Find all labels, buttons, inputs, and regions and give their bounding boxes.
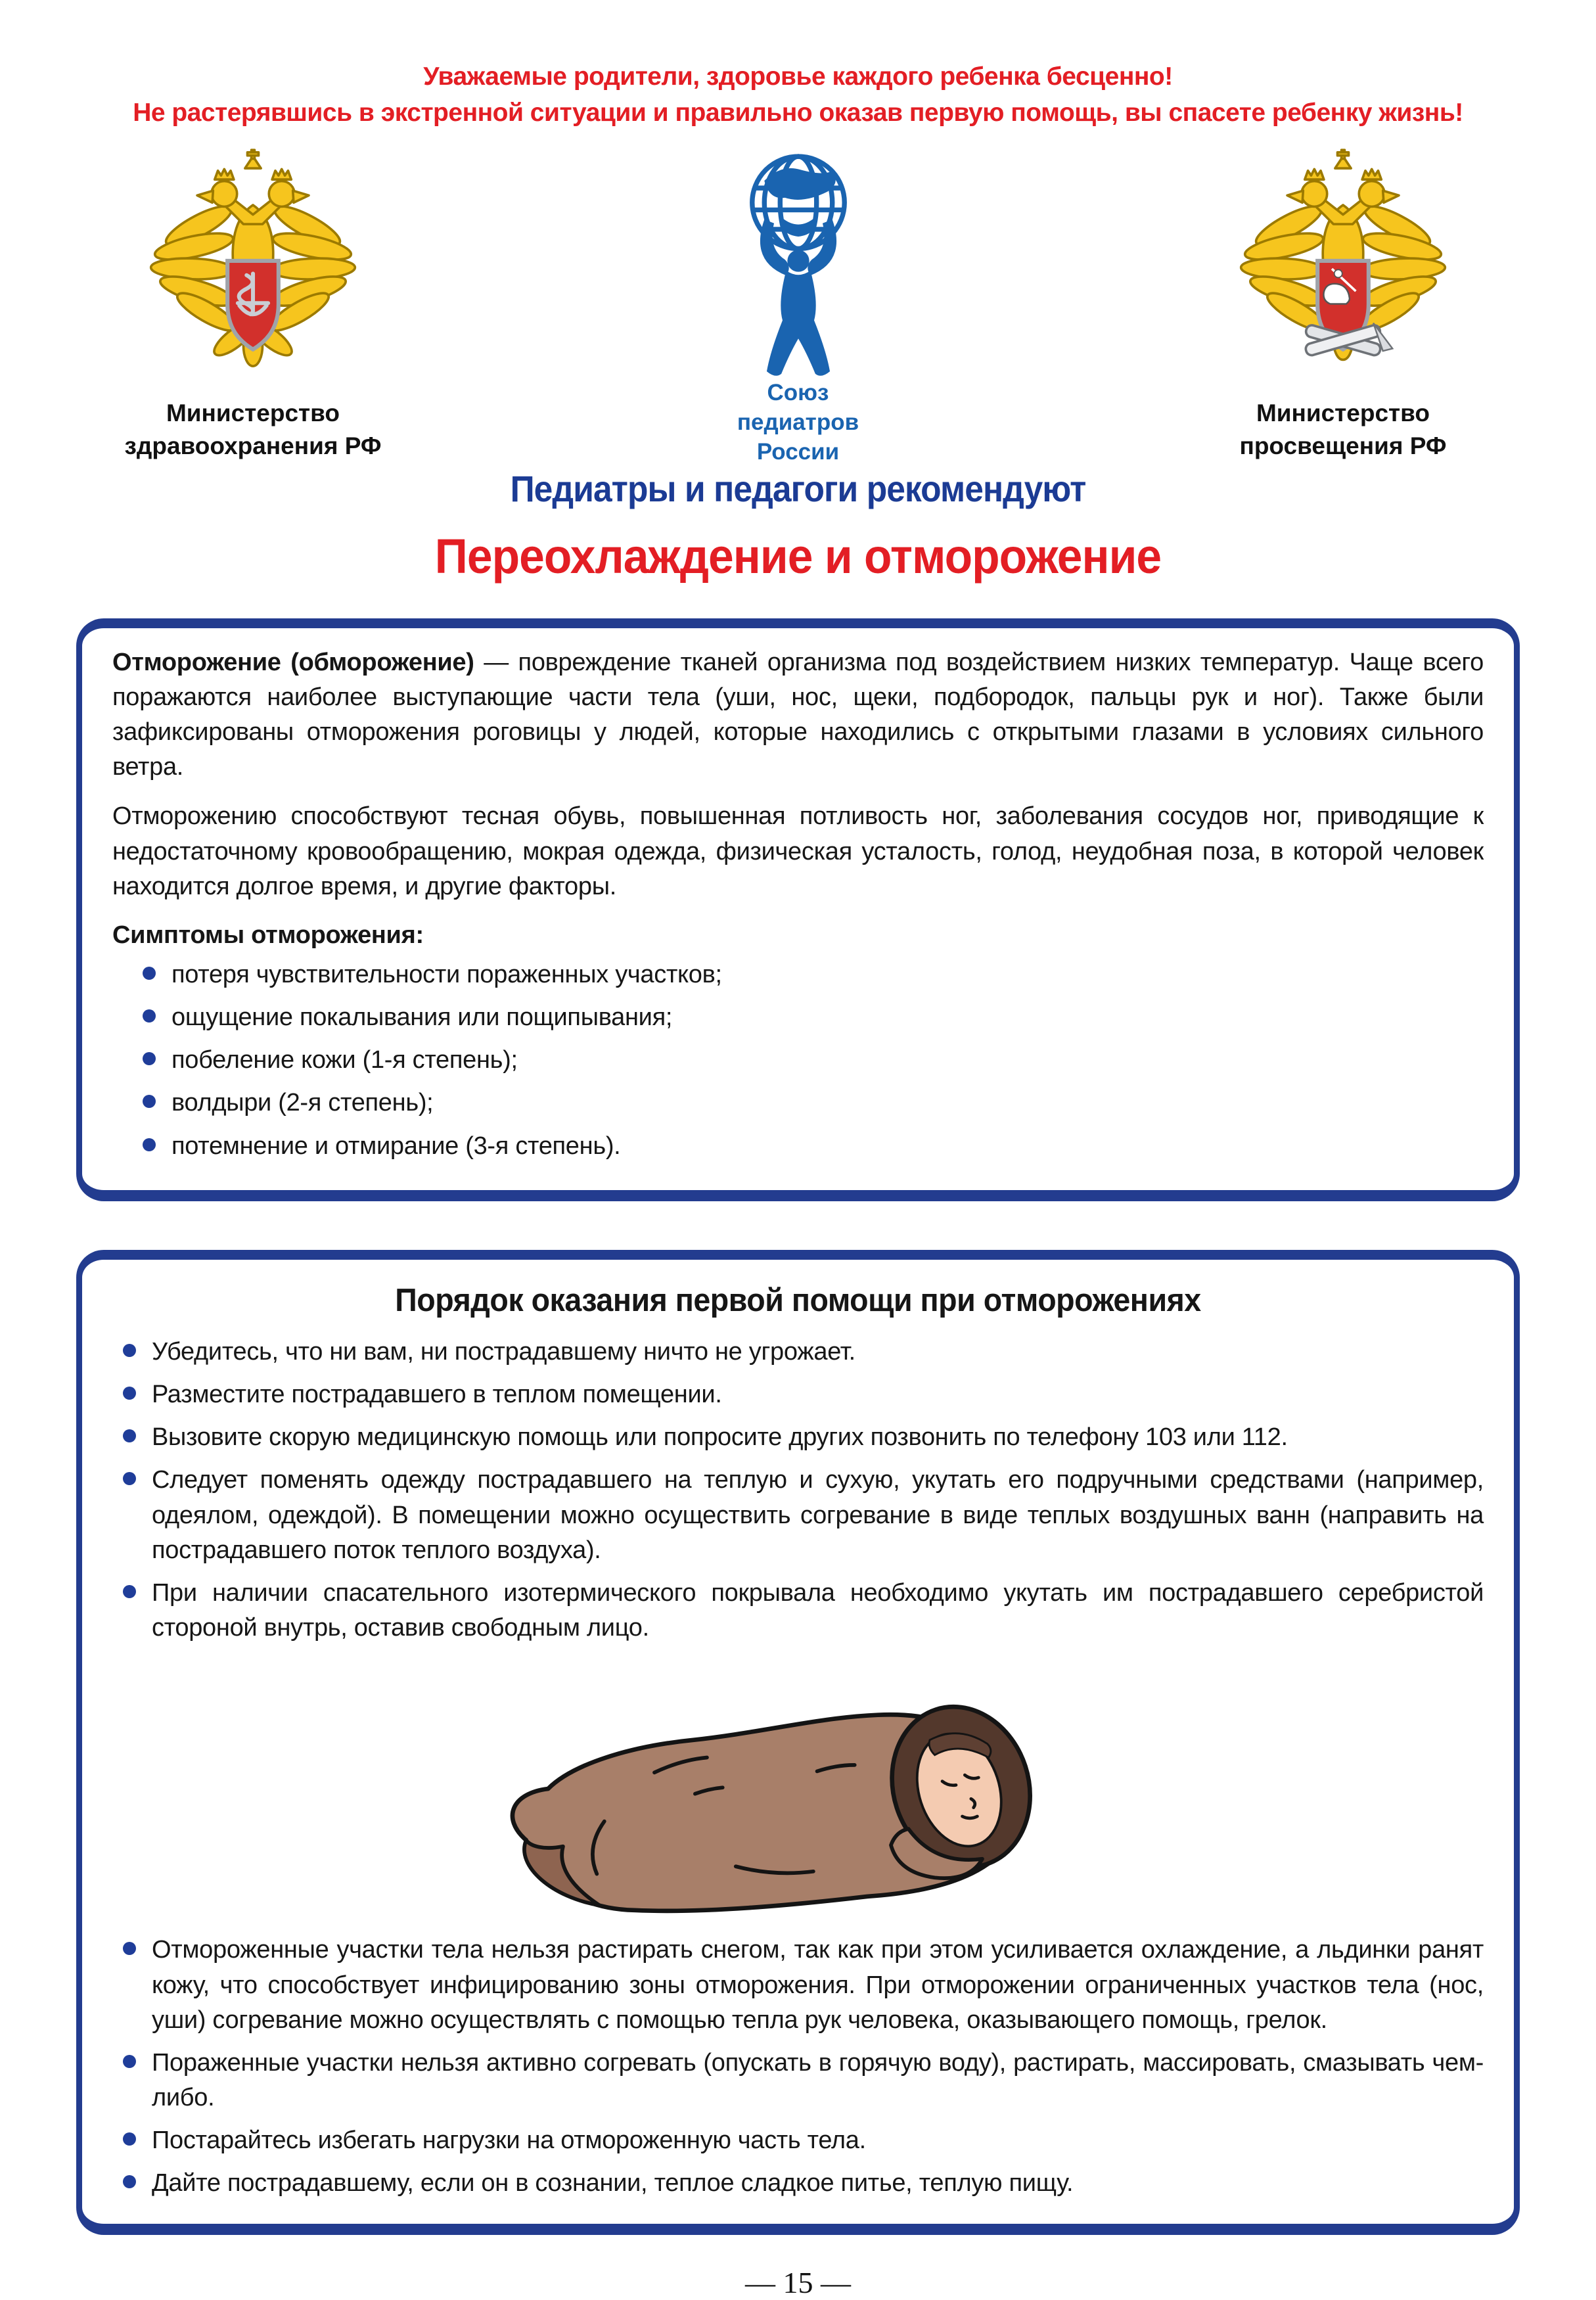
health-ministry-label: Министерство здравоохранения РФ [124, 400, 382, 460]
aid-step: Пораженные участки нельзя активно согревать (опускать в горячую воду), растирать, массировать, смазывать чем-либо. [112, 2046, 1484, 2115]
education-ministry-emblem-icon [1244, 149, 1442, 380]
warning-line-2: Не растерявшись в экстренной ситуации и правильно оказав первую помощь, вы спасете ребенку жизнь! [133, 98, 1463, 127]
subtitle: Педиатры и педагоги рекомендуют [510, 467, 1086, 509]
top-warning [0, 0, 1596, 131]
first-aid-warnings-list [112, 1933, 1484, 2201]
symptom-item: потемнение и отмирание (3-я степень). [132, 1129, 1484, 1164]
education-ministry-block [1152, 149, 1534, 463]
definition-paragraph [112, 645, 1484, 785]
aid-step: Постарайтесь избегать нагрузки на отмороженную часть тела. [112, 2123, 1484, 2158]
health-ministry-block [62, 149, 444, 463]
pediatric-union-label: Союз педиатров России [737, 380, 859, 465]
aid-step: Разместите пострадавшего в теплом помещении. [112, 1377, 1484, 1412]
symptom-item: потеря чувствительности пораженных участков; [132, 957, 1484, 992]
symptoms-list [132, 957, 1484, 1164]
health-ministry-emblem-icon [154, 149, 352, 380]
aid-step: Отмороженные участки тела нельзя растирать снегом, так как при этом усиливается охлаждение, а льдинки ранят кожу, что способствует инфицированию зоны отморожения. При отморожении ограниченных участков тела (нос, уши) согревание можно осуществлять с помощью тепла рук человека, оказывающего помощь, грелок. [112, 1933, 1484, 2038]
pediatric-union-block [588, 149, 1009, 467]
first-aid-box [76, 1250, 1520, 2235]
aid-step: Дайте пострадавшему, если он в сознании, теплое сладкое питье, теплую пищу. [112, 2166, 1484, 2201]
definition-box [76, 618, 1520, 1201]
aid-step: Убедитесь, что ни вам, ни пострадавшему ничто не угрожает. [112, 1335, 1484, 1369]
first-aid-title: Порядок оказания первой помощи при отморожениях [395, 1282, 1201, 1318]
aid-step: Вызовите скорую медицинскую помощь или попросите других позвонить по телефону 103 или 112. [112, 1420, 1484, 1455]
illustration-wrap [112, 1659, 1484, 1925]
symptom-item: ощущение покалывания или пощипывания; [132, 1000, 1484, 1035]
symptoms-heading: Симптомы отморожения: [112, 921, 424, 949]
aid-step: Следует поменять одежду пострадавшего на теплую и сухую, укутать его подручными средствами (например, одеялом, одеждой). В помещении можно осуществить согревание в виде теплых воздушных ванн (направить на пострадавшего поток теплого воздуха). [112, 1463, 1484, 1568]
page-title: Переохлаждение и отморожение [434, 528, 1162, 584]
symptom-item: побеление кожи (1-я степень); [132, 1043, 1484, 1078]
symptom-item: волдыри (2-я степень); [132, 1086, 1484, 1120]
definition-text: — повреждение тканей организма под воздействием низких температур. Чаще всего поражаются наиболее выступающие части тела (уши, нос, щеки, подбородок, пальцы рук и ног). Также были зафиксированы отморожения роговицы у людей, которые находились с открытыми глазами в условиях сильного ветра. [112, 648, 1484, 781]
wrapped-person-illustration [460, 1659, 1137, 1921]
emblem-row [0, 131, 1596, 467]
definition-term: Отморожение (обморожение) [112, 648, 474, 676]
first-aid-steps-list [112, 1335, 1484, 1646]
causes-paragraph: Отморожению способствуют тесная обувь, повышенная потливость ног, заболевания сосудов ног, приводящие к недостаточному кровообращению, мокрая одежда, физическая усталость, голод, неудобная поза, в которой человек находится долгое время, и другие факторы. [112, 802, 1484, 900]
education-ministry-label: Министерство просвещения РФ [1239, 400, 1447, 460]
pediatric-union-logo-icon [713, 149, 884, 373]
page-number: — 15 — [745, 2265, 851, 2299]
warning-line-1: Уважаемые родители, здоровье каждого ребенка бесценно! [423, 62, 1173, 91]
aid-step: При наличии спасательного изотермического покрывала необходимо укутать им пострадавшего серебристой стороной внутрь, оставив свободным лицо. [112, 1576, 1484, 1645]
